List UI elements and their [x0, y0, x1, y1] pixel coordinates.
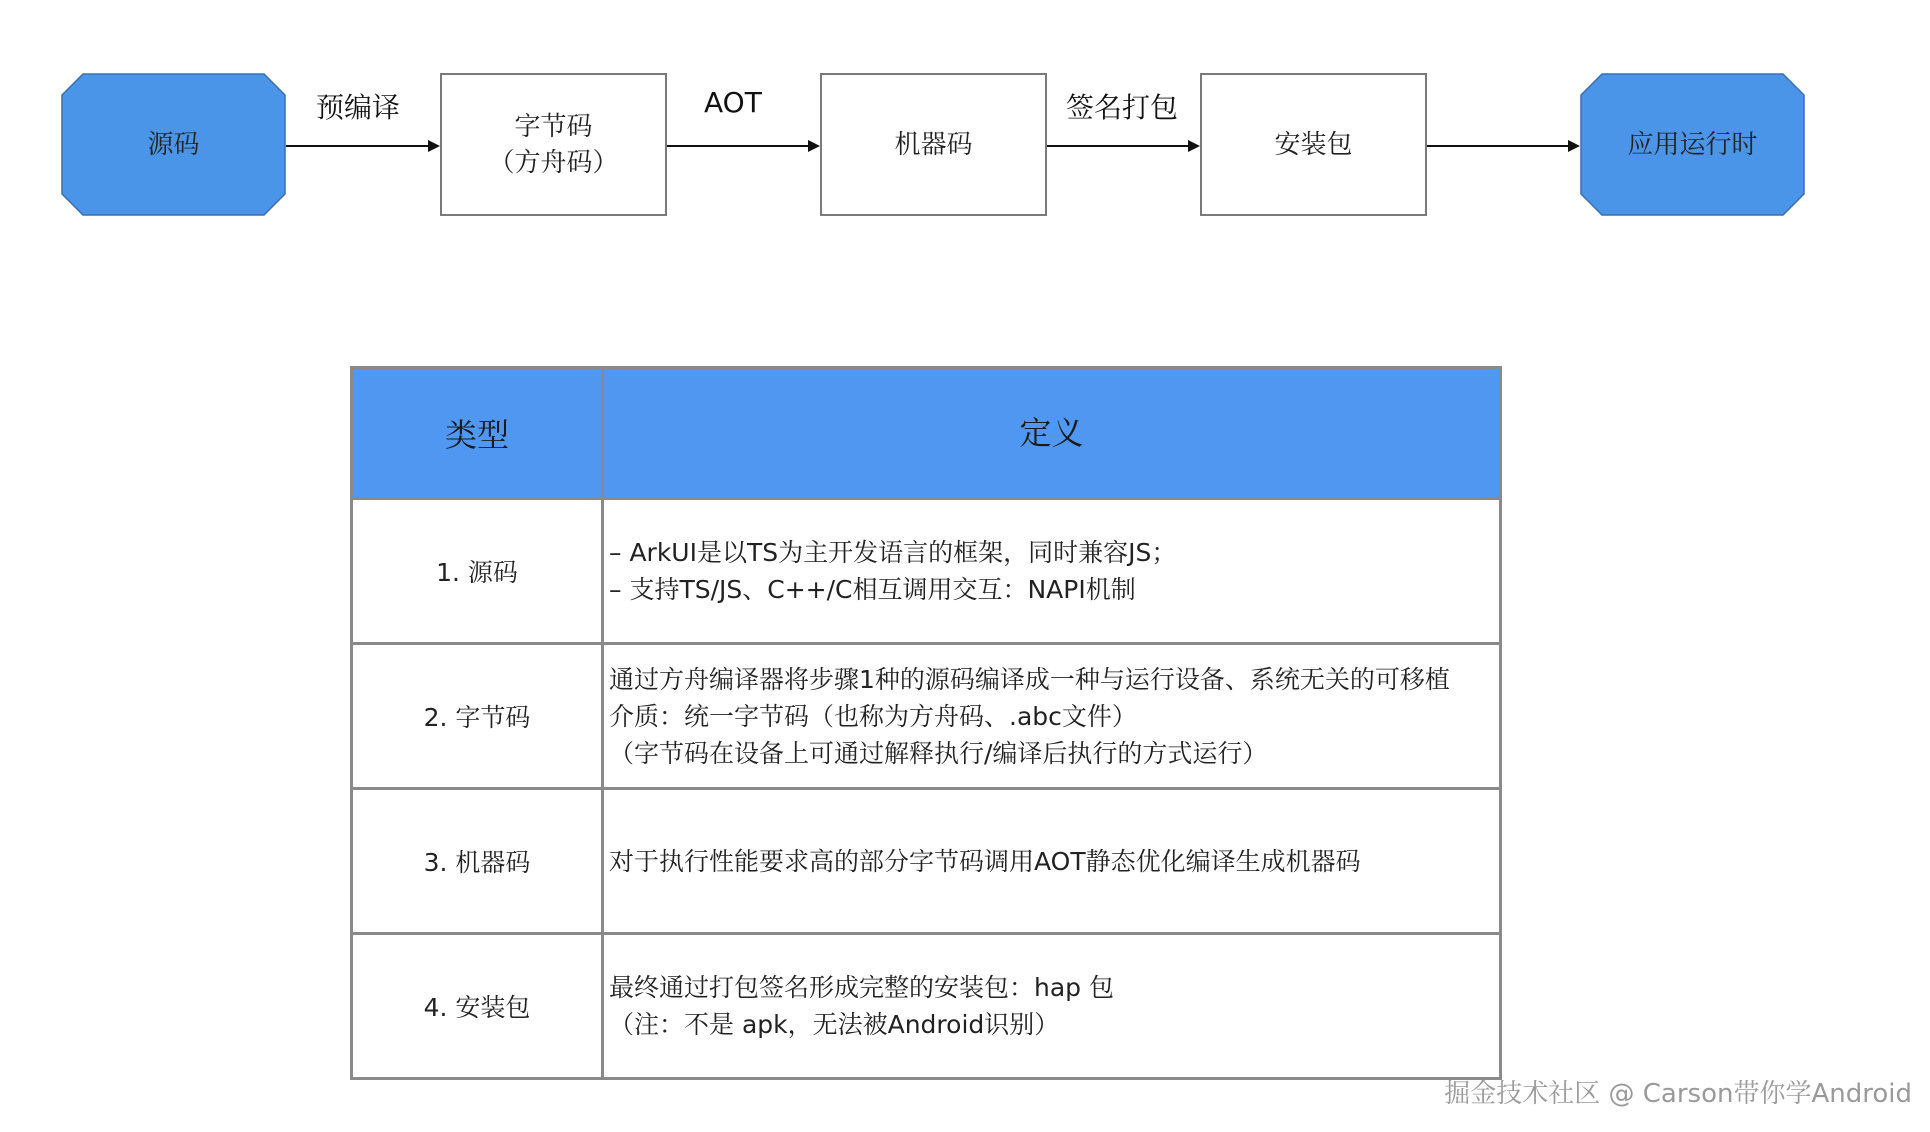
node-label: 应用运行时 — [1627, 129, 1758, 160]
definition-table — [350, 366, 1502, 1080]
row-definition — [604, 935, 1499, 1077]
node-label: 源码 — [147, 129, 200, 160]
definition-line: 对于执行性能要求高的部分字节码调用AOT静态优化编译生成机器码 — [609, 846, 1361, 876]
node-install-package — [1200, 73, 1427, 216]
node-label: 安装包 — [1274, 129, 1353, 160]
table-row — [353, 497, 1499, 642]
definition-line: 通过方舟编译器将步骤1种的源码编译成一种与运行设备、系统无关的可移植 — [609, 664, 1450, 694]
header-definition: 定义 — [1019, 413, 1084, 452]
watermark: 掘金技术社区 @ Carson带你学Android — [1444, 1079, 1912, 1109]
node-label-line2: （方舟码） — [488, 147, 619, 178]
table-row — [353, 932, 1499, 1077]
definition-line: （字节码在设备上可通过解释执行/编译后执行的方式运行） — [609, 738, 1268, 768]
definition-line: 最终通过打包签名形成完整的安装包：hap 包 — [609, 973, 1114, 1002]
table-header — [353, 369, 1499, 497]
node-label: 机器码 — [894, 129, 973, 160]
flow-diagram — [0, 0, 1930, 300]
node-source-code — [61, 73, 286, 216]
definition-line: – 支持TS/JS、C++/C相互调用交互：NAPI机制 — [609, 575, 1136, 604]
edge-label-sign-package: 签名打包 — [1066, 91, 1179, 124]
node-label-line1: 字节码 — [514, 111, 593, 142]
definition-line: 介质：统一字节码（也称为方舟码、.abc文件） — [609, 701, 1137, 731]
edge-label-precompile: 预编译 — [316, 91, 401, 124]
row-definition — [604, 645, 1499, 787]
row-type: 2. 字节码 — [353, 645, 604, 787]
node-app-runtime — [1580, 73, 1805, 216]
edge-label-aot: AOT — [704, 86, 762, 119]
definition-line: （注：不是 apk，无法被Android识别） — [609, 1010, 1060, 1039]
table-row — [353, 642, 1499, 787]
row-definition — [604, 790, 1499, 932]
node-bytecode — [440, 73, 667, 216]
row-type: 4. 安装包 — [353, 935, 604, 1077]
row-type: 3. 机器码 — [353, 790, 604, 932]
definition-line: – ArkUI是以TS为主开发语言的框架，同时兼容JS； — [609, 538, 1177, 567]
row-definition — [604, 500, 1499, 642]
row-type: 1. 源码 — [353, 500, 604, 642]
node-machine-code — [820, 73, 1047, 216]
table-row — [353, 787, 1499, 932]
header-type: 类型 — [353, 369, 604, 497]
